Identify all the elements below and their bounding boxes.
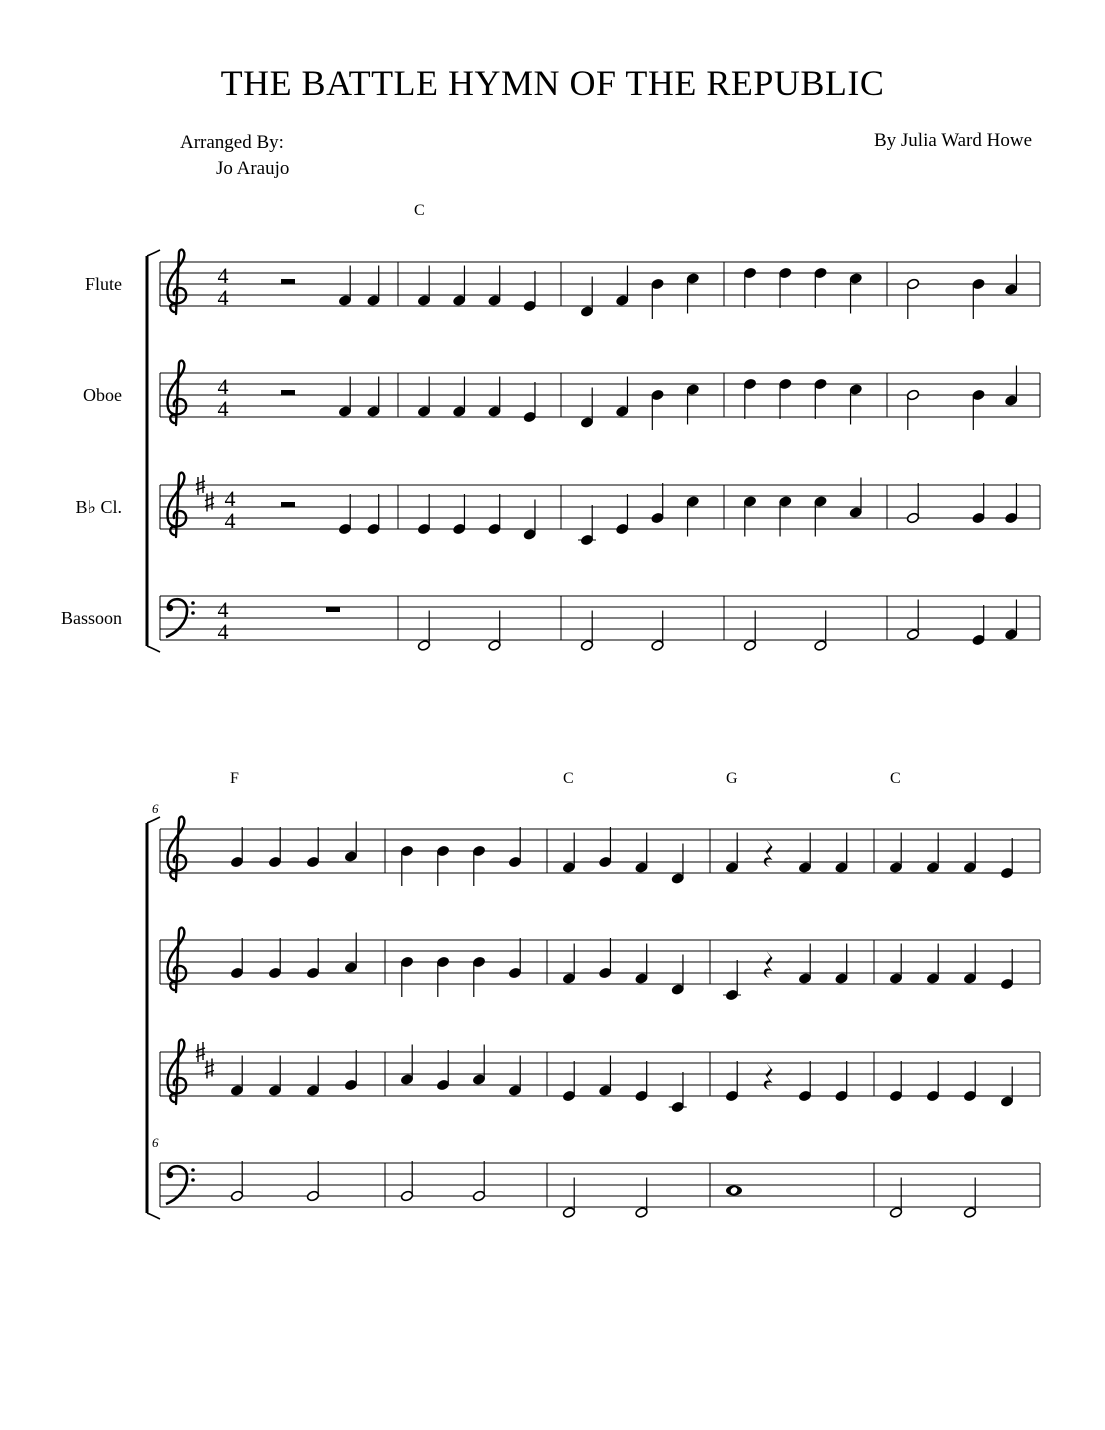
instrument-label: Flute <box>84 274 122 294</box>
half-rest-icon <box>281 279 295 284</box>
score-title: THE BATTLE HYMN OF THE REPUBLIC <box>220 63 885 103</box>
chord-symbol: G <box>726 770 738 787</box>
bracket-hook-top <box>147 817 160 823</box>
treble-clef-icon <box>167 473 186 537</box>
staff-flute <box>85 250 1040 319</box>
time-signature-top: 4 <box>217 263 229 288</box>
chord-symbol: C <box>890 770 901 787</box>
measure-number: 6 <box>152 1135 159 1150</box>
staff-oboe <box>83 361 1040 430</box>
staff-bcl <box>160 1040 1040 1113</box>
time-signature-bottom: 4 <box>217 396 229 421</box>
bracket-hook-bottom <box>147 1213 160 1219</box>
bass-clef-dot-icon <box>191 1178 195 1182</box>
staff-bassoon <box>160 1161 1040 1218</box>
bass-clef-dot-icon <box>191 611 195 615</box>
instrument-label: Bassoon <box>60 608 122 628</box>
chord-symbol: C <box>563 770 574 787</box>
bass-clef-dot-icon <box>167 605 173 611</box>
time-signature-bottom: 4 <box>217 619 229 644</box>
time-signature-top: 4 <box>224 486 236 511</box>
staff-bcl <box>75 473 1040 546</box>
system-2 <box>147 770 1040 1219</box>
treble-clef-icon <box>167 250 186 314</box>
staff-flute <box>160 817 1040 886</box>
arranger-name: Jo Araujo <box>216 158 290 179</box>
half-rest-icon <box>281 502 295 507</box>
bass-clef-dot-icon <box>191 601 195 605</box>
time-signature-bottom: 4 <box>217 285 229 310</box>
chord-symbol: F <box>230 770 239 787</box>
treble-clef-icon <box>167 361 186 425</box>
quarter-rest-icon <box>764 1063 773 1090</box>
system-1 <box>61 202 1040 652</box>
quarter-rest-icon <box>764 951 773 978</box>
half-rest-icon <box>281 390 295 395</box>
staff-oboe <box>160 928 1040 1001</box>
bass-clef-dot-icon <box>191 1168 195 1172</box>
instrument-label: Oboe <box>83 385 122 405</box>
sharp-icon <box>205 492 214 512</box>
bass-clef-dot-icon <box>167 1172 173 1178</box>
treble-clef-icon <box>167 1040 186 1104</box>
instrument-label: B♭ Cl. <box>75 497 122 517</box>
time-signature-bottom: 4 <box>224 508 236 533</box>
composer-credit: By Julia Ward Howe <box>873 130 1032 151</box>
measure-number: 6 <box>152 801 159 816</box>
whole-rest-icon <box>326 607 340 612</box>
time-signature-top: 4 <box>217 374 229 399</box>
bracket-hook-bottom <box>147 646 160 652</box>
treble-clef-icon <box>167 928 186 992</box>
arranger-label: Arranged By: <box>180 132 284 153</box>
chord-symbol: C <box>414 202 425 219</box>
staff-bassoon <box>61 596 1040 651</box>
treble-clef-icon <box>167 817 186 881</box>
bracket-hook-top <box>147 250 160 256</box>
quarter-rest-icon <box>764 840 773 867</box>
time-signature-top: 4 <box>217 597 229 622</box>
sharp-icon <box>205 1059 214 1079</box>
